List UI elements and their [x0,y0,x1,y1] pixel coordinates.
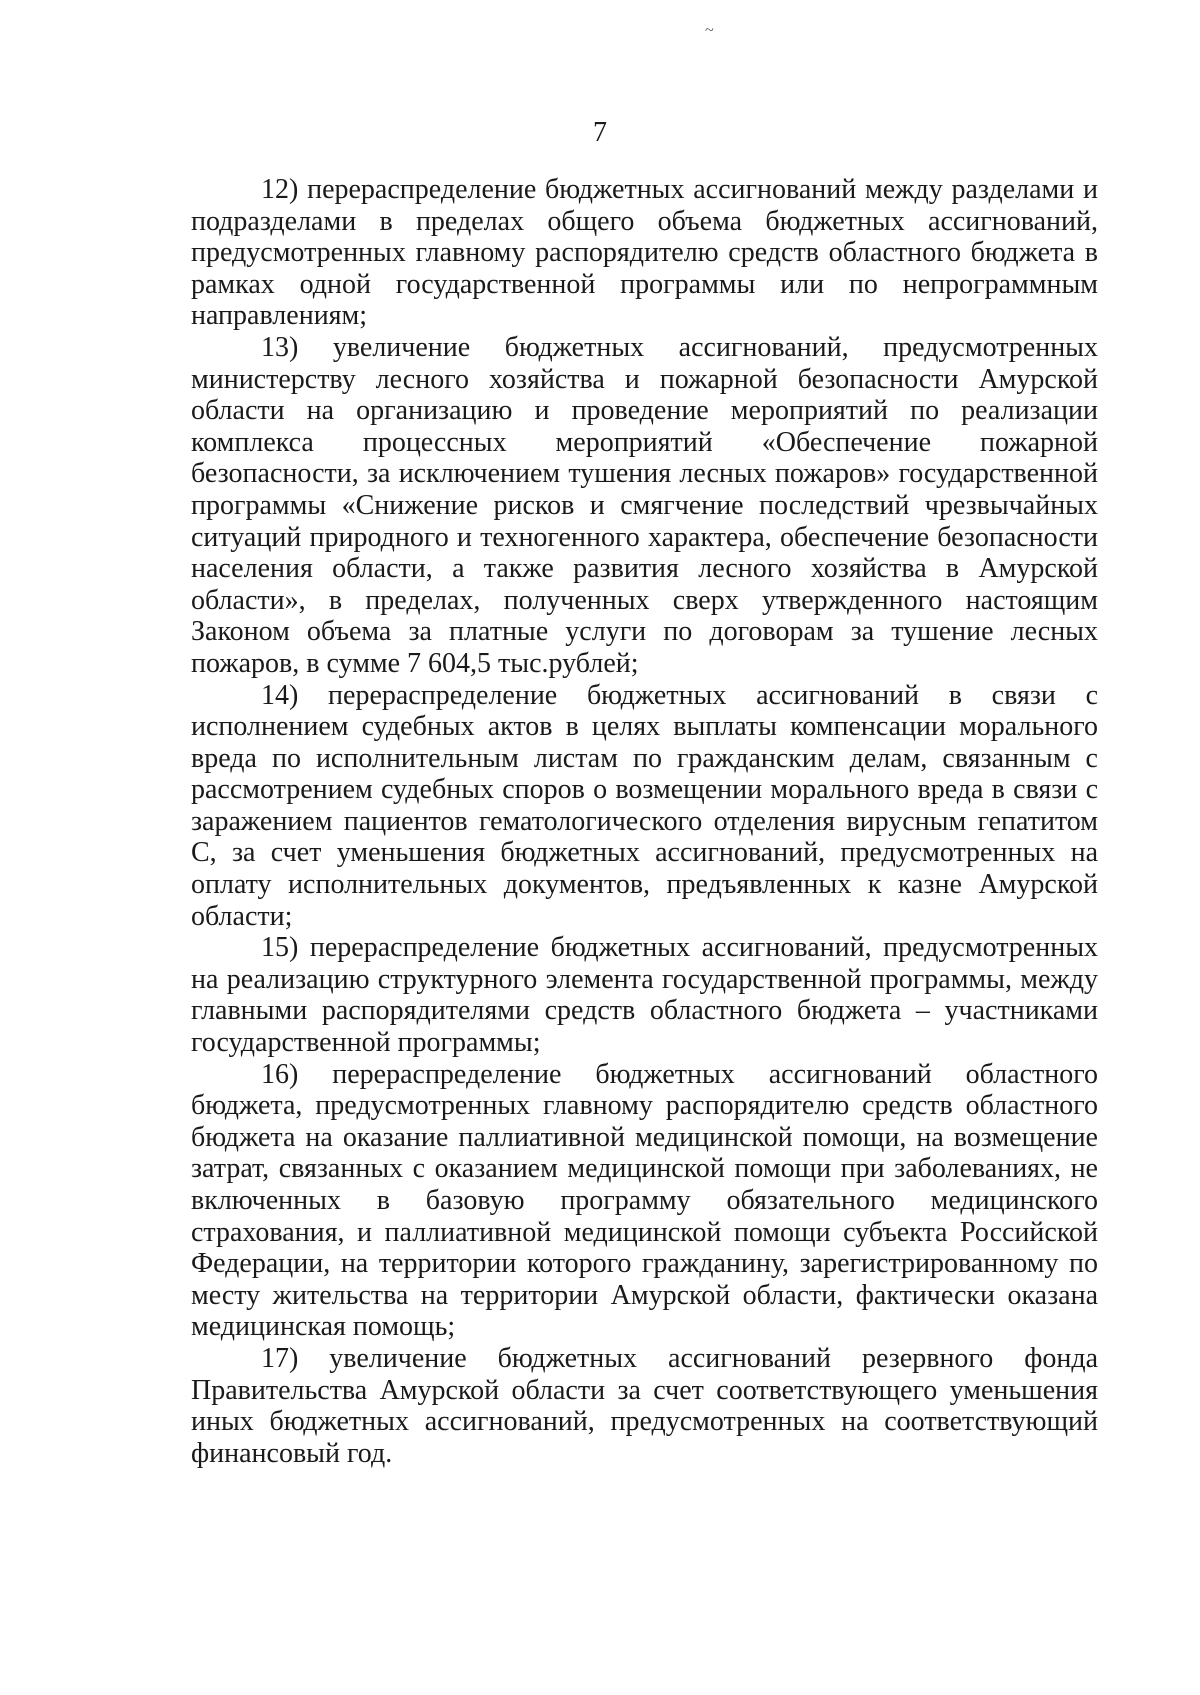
page-number: 7 [593,117,607,148]
paragraph-item-15: 15) перераспределение бюджетных ассигнований, предусмотренных на реализацию структурного элемента государственной программы, между главными распорядителями средств областного бюджета – участниками государственной программы; [191,932,1098,1059]
paragraph-item-17: 17) увеличение бюджетных ассигнований резервного фонда Правительства Амурской области за счет соответствующего уменьшения иных бюджетных ассигнований, предусмотренных на соответствующий финансовый год. [191,1342,1098,1469]
scan-artifact-mark: ~ [705,22,714,39]
paragraph-item-13: 13) увеличение бюджетных ассигнований, предусмотренных министерству лесного хозяйства и пожарной безопасности Амурской области на организацию и проведение мероприятий по реализации комплекса процессных мероприятий «Обеспечение пожарной безопасности, за исключением тушения лесных пожаров» государственной программы «Снижение рисков и смягчение последствий чрезвычайных ситуаций природного и техногенного характера, обеспечение безопасности населения области, а также развития лесного хозяйства в Амурской области», в пределах, полученных сверх утвержденного настоящим Законом объема за платные услуги по договорам за тушение лесных пожаров, в сумме 7 604,5 тыс.рублей; [191,331,1098,679]
paragraph-item-16: 16) перераспределение бюджетных ассигнований областного бюджета, предусмотренных главному распорядителю средств областного бюджета на оказание паллиативной медицинской помощи, на возмещение затрат, связанных с оказанием медицинской помощи при заболеваниях, не включенных в базовую программу обязательного медицинского страхования, и паллиативной медицинской помощи субъекта Российской Федерации, на территории которого гражданину, зарегистрированному по месту жительства на территории Амурской области, фактически оказана медицинская помощь; [191,1058,1098,1343]
paragraph-item-14: 14) перераспределение бюджетных ассигнований в связи с исполнением судебных актов в целях выплаты компенсации морального вреда по исполнительным листам по гражданским делам, связанным с рассмотрением судебных споров о возмещении морального вреда в связи с заражением пациентов гематологического отделения вирусным гепатитом С, за счет уменьшения бюджетных ассигнований, предусмотренных на оплату исполнительных документов, предъявленных к казне Амурской области; [191,679,1098,932]
paragraph-item-12: 12) перераспределение бюджетных ассигнований между разделами и подразделами в пределах общего объема бюджетных ассигнований, предусмотренных главному распорядителю средств областного бюджета в рамках одной государственной программы или по непрограммным направлениям; [191,174,1098,332]
document-body [191,174,1098,1469]
